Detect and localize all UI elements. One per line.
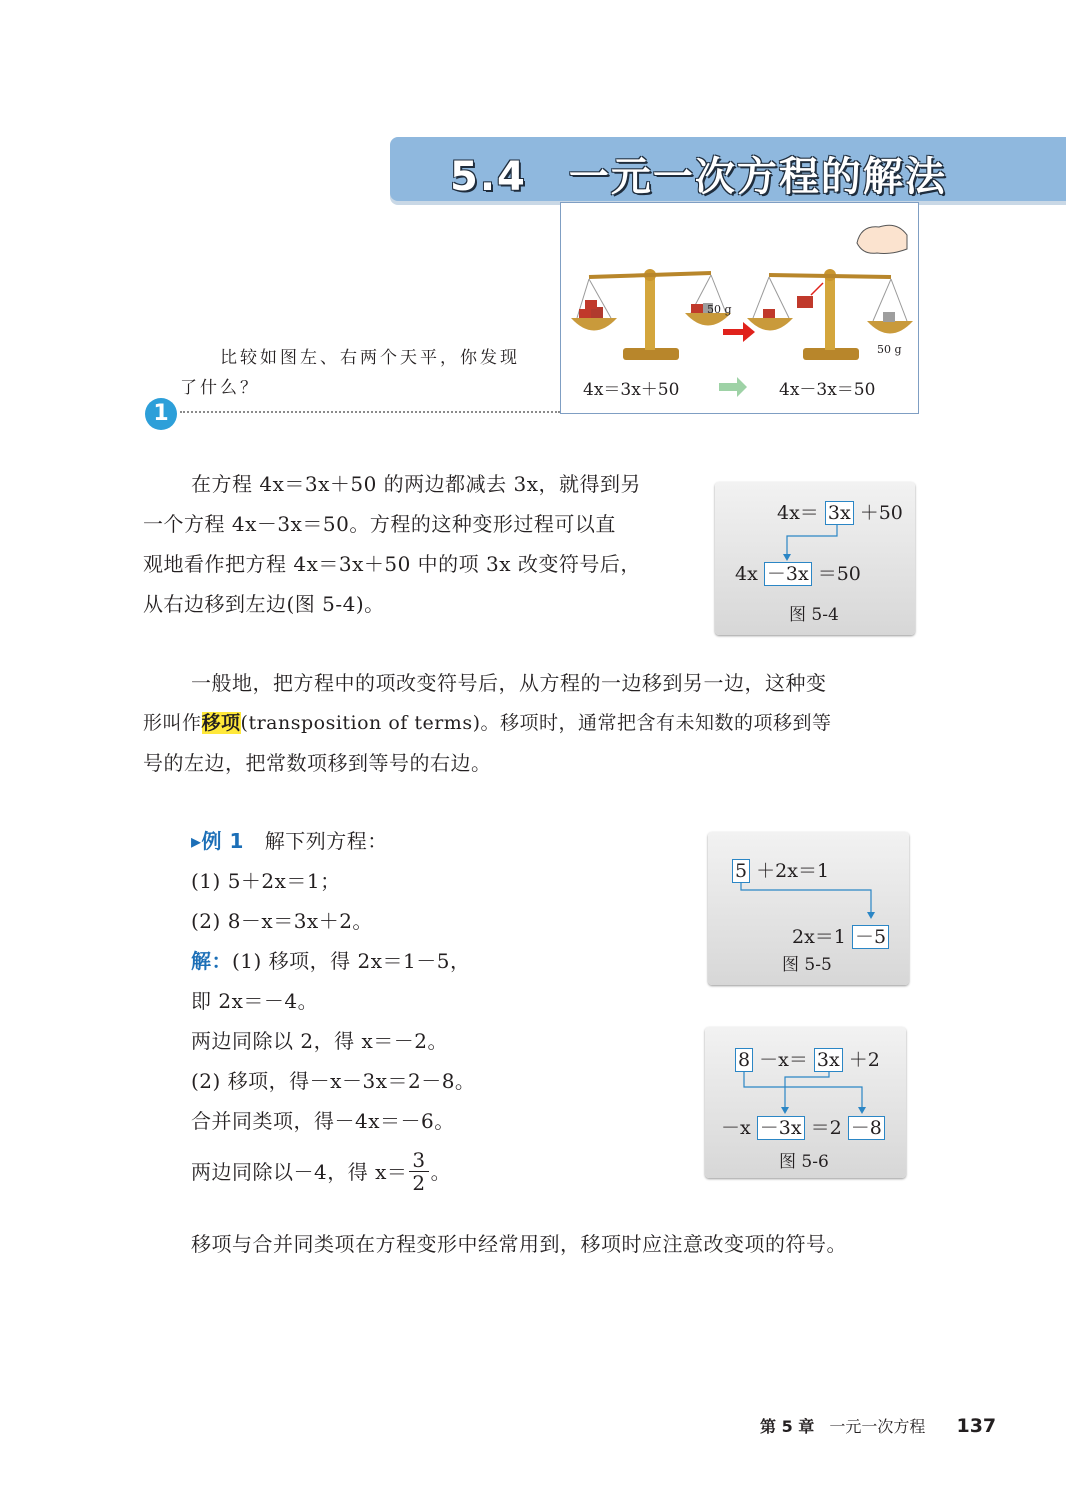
section-title: 5.4 一元一次方程的解法 <box>450 154 947 200</box>
term-transposition: 移项 <box>201 712 241 734</box>
transform-arrow-icon <box>723 322 755 342</box>
fig54-top-box: 3x <box>825 501 854 525</box>
question-line-1: 比较如图左、右两个天平，你发现 <box>220 348 520 368</box>
footer-chapter-title: 一元一次方程 <box>829 1417 926 1436</box>
solution-step-5: 合并同类项，得－4x＝－6。 <box>191 1109 455 1133</box>
weight-label-left: 50 g <box>707 303 732 316</box>
fraction <box>409 1149 428 1194</box>
balance-eq-left: 4x＝3x＋50 <box>583 380 680 400</box>
fig56-bottom-box-1: －3x <box>757 1116 805 1140</box>
dotted-divider <box>180 411 560 413</box>
hand-icon <box>857 225 907 253</box>
page-number: 137 <box>956 1415 997 1437</box>
question-line-2: 了什么？ <box>180 378 260 398</box>
fig56-bottom-mid: ＝2 <box>810 1117 842 1139</box>
section-banner <box>390 137 1066 201</box>
para2-line-1: 一般地，把方程中的项改变符号后，从方程的一边移到另一边，这种变 <box>191 671 827 695</box>
fig56-bottom-box-2: －8 <box>848 1116 885 1140</box>
solution-step-4: (2) 移项，得－x－3x＝2－8。 <box>191 1069 476 1093</box>
page-footer <box>760 1414 996 1437</box>
example-prompt: 解下列方程： <box>264 829 388 853</box>
fig56-bottom-left: －x <box>721 1117 751 1139</box>
para2-line-2-start: 形叫作 <box>143 712 202 734</box>
fig54-bottom-left: 4x <box>735 563 758 585</box>
example-problem-1: (1) 5＋2x＝1； <box>191 869 341 893</box>
balance-eq-right: 4x－3x＝50 <box>779 380 876 400</box>
solution-step-6: 两边同除以－4，得 x＝ <box>191 1159 408 1184</box>
figure-5-6 <box>705 1027 906 1178</box>
para1-line-4: 从右边移到左边(图 5-4)。 <box>143 592 385 616</box>
fraction-denominator: 2 <box>412 1171 426 1195</box>
fig54-top-right: ＋50 <box>859 502 903 524</box>
right-balance <box>747 225 913 360</box>
solution-step-1: (1) 移项，得 2x＝1－5， <box>232 949 471 973</box>
fig56-top-end: ＋2 <box>848 1049 880 1071</box>
fig55-caption: 图 5-5 <box>782 955 832 975</box>
solution-step-2: 即 2x＝－4。 <box>191 989 319 1013</box>
para2-line-2-end: (transposition of terms)。移项时，通常把含有未知数的项移到等 <box>240 712 832 734</box>
question-number-badge: 1 <box>145 398 177 430</box>
weight-label-right: 50 g <box>877 343 902 356</box>
example-1 <box>191 821 475 1194</box>
fig56-top-mid: －x＝ <box>759 1049 808 1071</box>
solution-step-3: 两边同除以 2，得 x＝－2。 <box>191 1029 448 1053</box>
fig55-bottom-box: －5 <box>852 925 889 949</box>
fig56-top-box-2: 3x <box>814 1048 843 1072</box>
fig54-caption: 图 5-4 <box>789 605 839 625</box>
balance-figure <box>560 202 919 414</box>
fraction-numerator: 3 <box>409 1149 428 1172</box>
para1-line-1: 在方程 4x＝3x＋50 的两边都减去 3x，就得到另 <box>191 472 642 496</box>
solution-step-6-end: 。 <box>430 1159 452 1184</box>
figure-5-5 <box>708 832 909 985</box>
left-balance <box>571 269 732 360</box>
closing-paragraph: 移项与合并同类项在方程变形中经常用到，移项时应注意改变项的符号。 <box>191 1232 847 1256</box>
fig54-bottom-box: －3x <box>764 562 812 586</box>
footer-chapter: 第 5 章 <box>760 1417 815 1436</box>
fig55-bottom-left: 2x＝1 <box>792 926 846 948</box>
fig55-top-rest: ＋2x＝1 <box>756 860 830 882</box>
example-problem-2: (2) 8－x＝3x＋2。 <box>191 909 373 933</box>
paragraph-1 <box>143 464 641 624</box>
fig56-caption: 图 5-6 <box>779 1152 829 1172</box>
fig54-top-left: 4x＝ <box>777 502 819 524</box>
para1-line-2: 一个方程 4x－3x＝50。方程的这种变形过程可以直 <box>143 512 616 536</box>
para1-line-3: 观地看作把方程 4x＝3x＋50 中的项 3x 改变符号后， <box>143 552 641 576</box>
equation-arrow-icon <box>719 377 747 397</box>
fig54-bottom-right: ＝50 <box>817 563 861 585</box>
fig56-top-box-1: 8 <box>735 1048 753 1072</box>
solution-label: 解： <box>191 949 232 973</box>
para2-line-3: 号的左边，把常数项移到等号的右边。 <box>143 751 492 775</box>
paragraph-2 <box>143 663 832 783</box>
example-label: ▸例 1 <box>191 829 244 853</box>
fig55-top-box: 5 <box>732 859 750 883</box>
figure-5-4 <box>715 482 915 635</box>
